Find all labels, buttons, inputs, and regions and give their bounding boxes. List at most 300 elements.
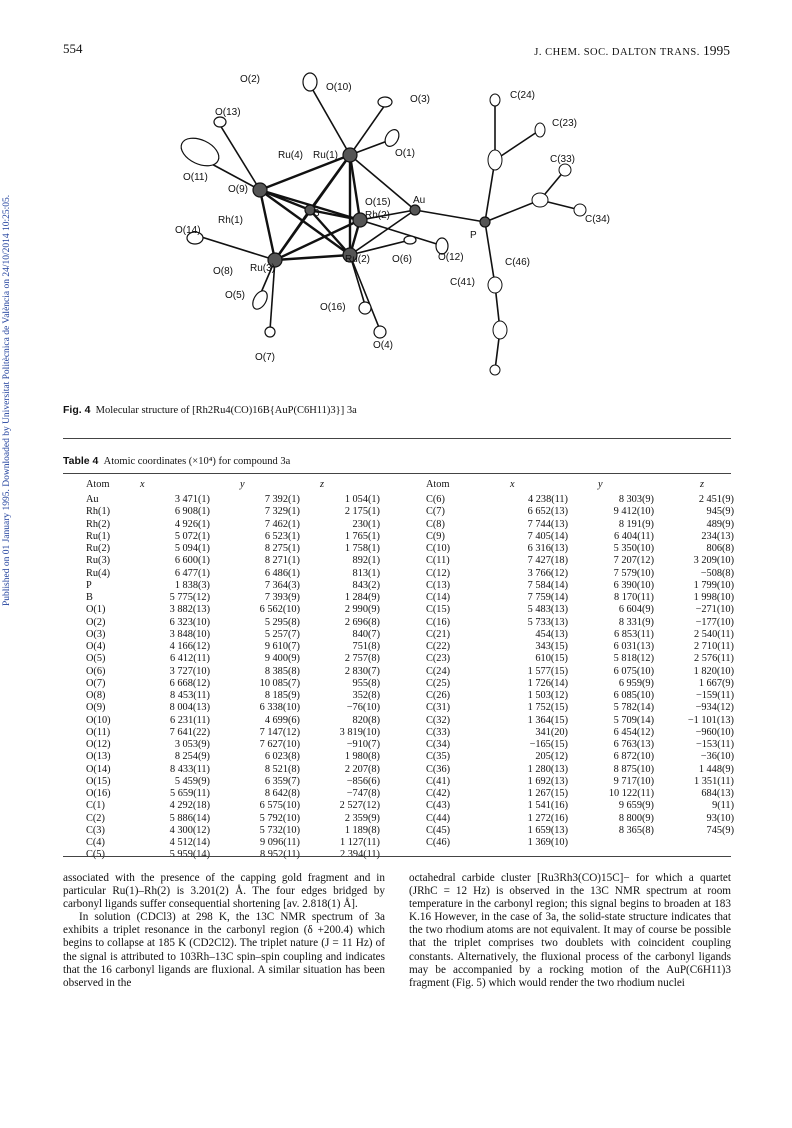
table-row <box>86 641 380 653</box>
atom-cell: Ru(2) <box>86 543 111 554</box>
x-cell: 8 254(9) <box>174 751 210 763</box>
table-row <box>86 568 380 580</box>
table-row <box>426 531 734 543</box>
atom-label-o14: O(14) <box>175 225 201 236</box>
table-row <box>86 825 380 837</box>
y-cell: 9 096(11) <box>260 837 300 848</box>
y-cell: 6 359(7) <box>264 775 300 787</box>
y-cell: 5 732(10) <box>259 824 300 836</box>
coordinates-table-right <box>426 478 734 849</box>
atom-cell: C(12) <box>426 567 451 579</box>
atom-label-o13: O(13) <box>215 107 241 118</box>
x-cell: 6 600(1) <box>174 555 210 567</box>
z-cell: 1 189(8) <box>344 824 380 836</box>
atom-cell: Rh(1) <box>86 506 111 518</box>
x-cell: 7 744(13) <box>527 518 568 530</box>
table-header-z: z <box>700 478 705 490</box>
atom-cell: O(14) <box>86 763 111 775</box>
y-cell: 5 350(10) <box>613 543 654 554</box>
table-row <box>86 788 380 800</box>
z-cell: 1 127(11) <box>340 837 380 848</box>
table-header-atom: Atom <box>426 478 450 490</box>
x-cell: 1 541(16) <box>527 800 568 812</box>
table-row <box>86 739 380 751</box>
atom-label-c41: C(41) <box>450 277 476 288</box>
atom-label-o9: O(9) <box>228 184 248 195</box>
atom-cell: C(23) <box>426 653 451 665</box>
atom-cell: C(35) <box>426 751 451 763</box>
atom-label-au: Au <box>413 195 426 206</box>
y-cell: 5 295(8) <box>264 616 300 628</box>
y-cell: 8 365(8) <box>618 824 654 836</box>
atom-cell: C(33) <box>426 726 451 738</box>
z-cell: 2 207(8) <box>344 763 380 775</box>
coordinates-table-left <box>86 478 380 862</box>
table-row <box>426 837 734 849</box>
table-row <box>86 800 380 812</box>
y-cell: 9 412(10) <box>613 506 654 518</box>
y-cell: 6 404(11) <box>614 530 654 542</box>
y-cell: 6 486(1) <box>264 567 300 579</box>
atom-cell: O(7) <box>86 677 106 689</box>
y-cell: 8 385(8) <box>264 665 300 677</box>
atom-cell: O(2) <box>86 616 106 628</box>
x-cell: 6 908(1) <box>174 506 210 518</box>
z-cell: 489(9) <box>706 518 734 530</box>
table-caption-label: Table 4 <box>63 455 99 467</box>
table-header-atom: Atom <box>86 478 110 490</box>
z-cell: 2 696(8) <box>344 616 380 628</box>
x-cell: 5 775(12) <box>169 592 210 603</box>
y-cell: 8 875(10) <box>613 763 654 775</box>
paragraph: associated with the presence of the capping gold fragment and in particular Ru(1)–Rh(2) is 3.201(2) Å. The four edges bridged by carbonyl ligands suffer consequential shortening [av. 2.818(1) Å]. <box>63 872 385 911</box>
table-header-x: x <box>140 478 145 490</box>
table-row <box>426 519 734 531</box>
atom-label-o3: O(3) <box>410 94 430 105</box>
z-cell: −934(12) <box>695 702 734 714</box>
atom-label-o6: O(6) <box>392 254 412 265</box>
table-row <box>426 678 734 690</box>
atom-label-ru1: Ru(1) <box>313 150 339 161</box>
z-cell: 2 576(11) <box>694 653 734 665</box>
y-cell: 9 610(7) <box>264 641 300 652</box>
y-cell: 7 579(10) <box>613 567 654 579</box>
y-cell: 7 627(10) <box>259 739 300 750</box>
atom-cell: C(32) <box>426 714 451 726</box>
z-cell: −271(10) <box>695 604 734 616</box>
table-header-x: x <box>510 478 515 490</box>
x-cell: 205(12) <box>535 751 568 763</box>
x-cell: 7 641(22) <box>169 726 210 738</box>
atom-cell: C(15) <box>426 604 451 616</box>
z-cell: 2 175(1) <box>344 506 380 518</box>
table-caption-text: Atomic coordinates (×10⁴) for compound 3a <box>103 456 291 467</box>
x-cell: 5 886(14) <box>169 812 210 824</box>
z-cell: 2 359(9) <box>344 812 380 824</box>
z-cell: −153(11) <box>695 739 734 750</box>
table-row <box>426 739 734 751</box>
y-cell: 6 959(9) <box>618 677 654 689</box>
table-row <box>426 776 734 788</box>
y-cell <box>568 837 654 849</box>
table-row <box>426 751 734 763</box>
z-cell: 1 351(11) <box>694 775 734 787</box>
z-cell: 1 820(10) <box>693 665 734 677</box>
table-row <box>86 690 380 702</box>
table-row <box>426 641 734 653</box>
z-cell: 2 451(9) <box>698 494 734 505</box>
x-cell: 1 838(3) <box>174 579 210 591</box>
atom-cell: C(41) <box>426 775 451 787</box>
table-row <box>86 592 380 604</box>
y-cell: 6 872(10) <box>613 751 654 763</box>
atom-cell: B <box>86 592 93 603</box>
atom-cell: C(11) <box>426 555 450 567</box>
atom-cell: C(44) <box>426 812 451 824</box>
table-row <box>426 825 734 837</box>
atom-label-ru2: Ru(2) <box>345 254 371 265</box>
x-cell: 3 848(10) <box>169 628 210 640</box>
x-cell: 5 072(1) <box>174 530 210 542</box>
z-cell: 813(1) <box>352 567 380 579</box>
z-cell: 955(8) <box>352 677 380 689</box>
atom-cell: O(15) <box>86 775 111 787</box>
table-row <box>426 568 734 580</box>
z-cell: 1 799(10) <box>693 579 734 591</box>
table-row <box>426 543 734 555</box>
y-cell: 9 400(9) <box>264 653 300 665</box>
z-cell: 2 394(11) <box>340 849 380 861</box>
x-cell: 8 004(13) <box>169 702 210 714</box>
atom-label-c33: C(33) <box>550 154 576 165</box>
journal-year: 1995 <box>703 43 730 58</box>
z-cell: −177(10) <box>695 616 734 628</box>
table-row <box>86 678 380 690</box>
table-row <box>86 617 380 629</box>
table-row <box>426 813 734 825</box>
z-cell: −508(8) <box>700 567 734 579</box>
z-cell: 9(11) <box>712 800 734 812</box>
x-cell: 4 926(1) <box>174 518 210 530</box>
y-cell: 6 338(10) <box>259 702 300 714</box>
atom-label-c46: C(46) <box>505 257 531 268</box>
y-cell: 6 454(12) <box>613 726 654 738</box>
y-cell: 8 170(11) <box>614 592 654 603</box>
ortep-drawing <box>170 60 630 400</box>
atom-cell: Au <box>86 494 99 505</box>
table-row <box>426 555 734 567</box>
x-cell: −165(15) <box>529 739 568 750</box>
z-cell: −856(6) <box>346 775 380 787</box>
atom-cell: C(24) <box>426 665 451 677</box>
z-cell: 745(9) <box>706 824 734 836</box>
table-row <box>86 715 380 727</box>
atom-cell: O(16) <box>86 788 111 799</box>
z-cell <box>654 837 734 849</box>
x-cell: 3 727(10) <box>169 665 210 677</box>
x-cell: 7 759(14) <box>527 592 568 603</box>
y-cell: 8 642(8) <box>264 788 300 799</box>
atom-label-o10: O(10) <box>326 82 352 93</box>
atom-label-p: P <box>470 230 477 241</box>
y-cell: 8 271(1) <box>264 555 300 567</box>
y-cell: 8 521(8) <box>264 763 300 775</box>
atom-cell: C(4) <box>86 837 105 848</box>
z-cell: −36(10) <box>700 751 734 763</box>
atom-label-o2: O(2) <box>240 74 260 85</box>
x-cell: 3 471(1) <box>174 494 210 505</box>
table-row <box>86 543 380 555</box>
x-cell: 1 692(13) <box>527 775 568 787</box>
x-cell: 3 766(12) <box>527 567 568 579</box>
x-cell: 1 577(15) <box>527 665 568 677</box>
atom-cell: C(2) <box>86 812 105 824</box>
x-cell: 5 959(14) <box>169 849 210 861</box>
table-row <box>86 751 380 763</box>
table-row <box>426 617 734 629</box>
y-cell: 7 147(12) <box>259 726 300 738</box>
y-cell: 7 329(1) <box>264 506 300 518</box>
table-row <box>86 764 380 776</box>
y-cell: 8 275(1) <box>264 543 300 554</box>
table-row <box>86 519 380 531</box>
atom-cell: C(22) <box>426 641 451 652</box>
y-cell: 9 659(9) <box>618 800 654 812</box>
x-cell: 8 433(11) <box>170 763 210 775</box>
x-cell: 3 882(13) <box>169 604 210 616</box>
y-cell: 7 462(1) <box>264 518 300 530</box>
y-cell: 7 364(3) <box>264 579 300 591</box>
table-row <box>86 727 380 739</box>
paragraph: In solution (CDCl3) at 298 K, the 13C NMR spectrum of 3a exhibits a triplet resonance in the carbonyl region (δ +200.4) which begins to collapse at 185 K (CD2Cl2). The triplet nature (J = 11 Hz) of the signal is attributed to 103Rh–13C spin–spin coupling and indicates that the 16 carbonyl ligands are fluxional. A similar situation has been observed in the <box>63 911 385 989</box>
y-cell: 5 782(14) <box>613 702 654 714</box>
x-cell: 7 427(18) <box>527 555 568 567</box>
x-cell: 1 267(15) <box>527 788 568 799</box>
z-cell: 1 980(8) <box>344 751 380 763</box>
z-cell: −910(7) <box>346 739 380 750</box>
atom-label-rh2: Rh(2) <box>365 210 391 221</box>
atom-label-c23: C(23) <box>552 118 578 129</box>
z-cell: 234(13) <box>701 530 734 542</box>
z-cell: 945(9) <box>706 506 734 518</box>
atom-cell: C(25) <box>426 677 451 689</box>
y-cell: 6 575(10) <box>259 800 300 812</box>
x-cell: 4 300(12) <box>169 824 210 836</box>
z-cell: 2 757(8) <box>344 653 380 665</box>
atom-cell: C(13) <box>426 579 451 591</box>
y-cell: 7 207(12) <box>613 555 654 567</box>
x-cell: 1 369(10) <box>527 837 568 848</box>
atom-label-o12: O(12) <box>438 252 464 263</box>
atom-label-o15: O(15) <box>365 197 391 208</box>
x-cell: 6 477(1) <box>174 567 210 579</box>
atom-cell: C(14) <box>426 592 451 603</box>
figure-caption <box>63 404 357 416</box>
z-cell: 2 710(11) <box>694 641 734 652</box>
atom-cell: C(42) <box>426 788 451 799</box>
z-cell: 684(13) <box>701 788 734 799</box>
atom-cell: C(8) <box>426 518 445 530</box>
figure-caption-label: Fig. 4 <box>63 404 91 416</box>
body-text-left-column <box>63 872 385 990</box>
y-cell: 8 303(9) <box>618 494 654 505</box>
body-text-right-column <box>409 872 731 990</box>
z-cell: 1 758(1) <box>344 543 380 554</box>
table-row <box>426 629 734 641</box>
x-cell: 5 459(9) <box>174 775 210 787</box>
z-cell: 3 819(10) <box>339 726 380 738</box>
atom-cell: O(11) <box>86 726 111 738</box>
table-row <box>426 788 734 800</box>
atom-label-o11: O(11) <box>183 172 208 183</box>
journal-name: J. CHEM. SOC. DALTON TRANS. <box>534 47 700 58</box>
x-cell: 4 238(11) <box>528 494 568 505</box>
atom-cell: C(10) <box>426 543 451 554</box>
y-cell: 6 523(1) <box>264 530 300 542</box>
x-cell: 7 584(14) <box>527 579 568 591</box>
atom-label-ru4: Ru(4) <box>278 150 304 161</box>
y-cell: 6 075(10) <box>613 665 654 677</box>
atom-cell: O(3) <box>86 628 106 640</box>
atom-cell: C(31) <box>426 702 451 714</box>
y-cell: 8 191(9) <box>618 518 654 530</box>
x-cell: 1 503(12) <box>527 690 568 701</box>
atom-label-c24: C(24) <box>510 90 536 101</box>
atom-cell: O(10) <box>86 714 111 726</box>
atom-cell: C(3) <box>86 824 105 836</box>
z-cell: 840(7) <box>352 628 380 640</box>
z-cell: 843(2) <box>352 579 380 591</box>
x-cell: 610(15) <box>535 653 568 665</box>
y-cell: 6 390(10) <box>613 579 654 591</box>
x-cell: 4 292(18) <box>169 800 210 812</box>
x-cell: 5 659(11) <box>170 788 210 799</box>
atom-cell: C(45) <box>426 824 451 836</box>
y-cell: 6 763(13) <box>613 739 654 750</box>
z-cell: −76(10) <box>346 702 380 714</box>
atom-cell: O(13) <box>86 751 111 763</box>
table-row <box>86 666 380 678</box>
atom-cell: O(4) <box>86 641 106 652</box>
y-cell: 10 085(7) <box>259 677 300 689</box>
z-cell: 751(8) <box>352 641 380 652</box>
atom-cell: O(1) <box>86 604 106 616</box>
y-cell: 4 699(6) <box>264 714 300 726</box>
z-cell: 93(10) <box>706 812 734 824</box>
table-bottom-rule <box>63 856 731 857</box>
z-cell: 1 284(9) <box>344 592 380 603</box>
y-cell: 6 562(10) <box>259 604 300 616</box>
atom-cell: Ru(4) <box>86 567 111 579</box>
coordinates-table-right-body <box>426 494 734 849</box>
z-cell: 3 209(10) <box>693 555 734 567</box>
atom-label-ru3: Ru(3) <box>250 263 276 274</box>
x-cell: 3 053(9) <box>174 739 210 750</box>
table-row <box>426 653 734 665</box>
x-cell: 1 272(16) <box>527 812 568 824</box>
x-cell: 6 316(13) <box>527 543 568 554</box>
atom-label-o4: O(4) <box>373 340 393 351</box>
x-cell: 454(13) <box>535 628 568 640</box>
x-cell: 5 483(13) <box>527 604 568 616</box>
x-cell: 5 094(1) <box>174 543 210 554</box>
atom-cell: C(46) <box>426 837 451 848</box>
coordinates-table-left-body <box>86 494 380 862</box>
atom-cell: O(6) <box>86 665 106 677</box>
x-cell: 1 726(14) <box>527 677 568 689</box>
atom-cell: C(9) <box>426 530 445 542</box>
x-cell: 4 166(12) <box>169 641 210 652</box>
atom-cell: C(16) <box>426 616 451 628</box>
x-cell: 1 659(13) <box>527 824 568 836</box>
table-row <box>426 666 734 678</box>
atom-label-rh1: Rh(1) <box>218 215 244 226</box>
atom-cell: C(6) <box>426 494 445 505</box>
y-cell: 8 331(9) <box>618 616 654 628</box>
y-cell: 5 709(14) <box>613 714 654 726</box>
atom-cell: C(43) <box>426 800 451 812</box>
x-cell: 4 512(14) <box>169 837 210 848</box>
x-cell: 341(20) <box>535 726 568 738</box>
table-top-rule <box>63 438 731 439</box>
table-row <box>86 629 380 641</box>
atom-cell: O(8) <box>86 690 106 701</box>
table-row <box>426 690 734 702</box>
table-row <box>86 813 380 825</box>
journal-header <box>534 43 730 59</box>
table-row <box>426 702 734 714</box>
y-cell: 9 717(10) <box>613 775 654 787</box>
atom-cell: C(5) <box>86 849 105 861</box>
z-cell: 230(1) <box>352 518 380 530</box>
y-cell: 6 604(9) <box>618 604 654 616</box>
atom-cell: Ru(1) <box>86 530 111 542</box>
z-cell: −159(11) <box>695 690 734 701</box>
x-cell: 8 453(11) <box>170 690 210 701</box>
z-cell: 1 998(10) <box>693 592 734 603</box>
y-cell: 6 031(13) <box>613 641 654 652</box>
atom-label-o16: O(16) <box>320 302 346 313</box>
download-watermark: Published on 01 January 1995. Downloaded by Universitat Politècnica de València on 24/10/2014 10:25:05. <box>2 194 12 606</box>
table-caption <box>63 455 290 467</box>
atom-label-o1: O(1) <box>395 148 415 159</box>
y-cell: 8 185(9) <box>264 690 300 701</box>
x-cell: 6 412(11) <box>170 653 210 665</box>
atom-label-b: B <box>313 208 320 219</box>
table-row <box>86 776 380 788</box>
x-cell: 1 280(13) <box>527 763 568 775</box>
z-cell: 2 527(12) <box>339 800 380 812</box>
z-cell: 352(8) <box>352 690 380 701</box>
table-header-y: y <box>240 478 245 490</box>
atom-cell: P <box>86 579 92 591</box>
y-cell: 5 257(7) <box>264 628 300 640</box>
z-cell: 1 054(1) <box>344 494 380 505</box>
table-row <box>426 604 734 616</box>
table-row <box>86 555 380 567</box>
atom-cell: Rh(2) <box>86 518 111 530</box>
table-row <box>426 800 734 812</box>
atom-label-o5: O(5) <box>225 290 245 301</box>
z-cell: 2 830(7) <box>344 665 380 677</box>
z-cell: −960(10) <box>695 726 734 738</box>
z-cell: −747(8) <box>346 788 380 799</box>
table-row <box>86 604 380 616</box>
table-row <box>86 837 380 849</box>
molecular-structure-figure <box>170 60 630 400</box>
table-row <box>426 727 734 739</box>
table-header-y: y <box>598 478 603 490</box>
